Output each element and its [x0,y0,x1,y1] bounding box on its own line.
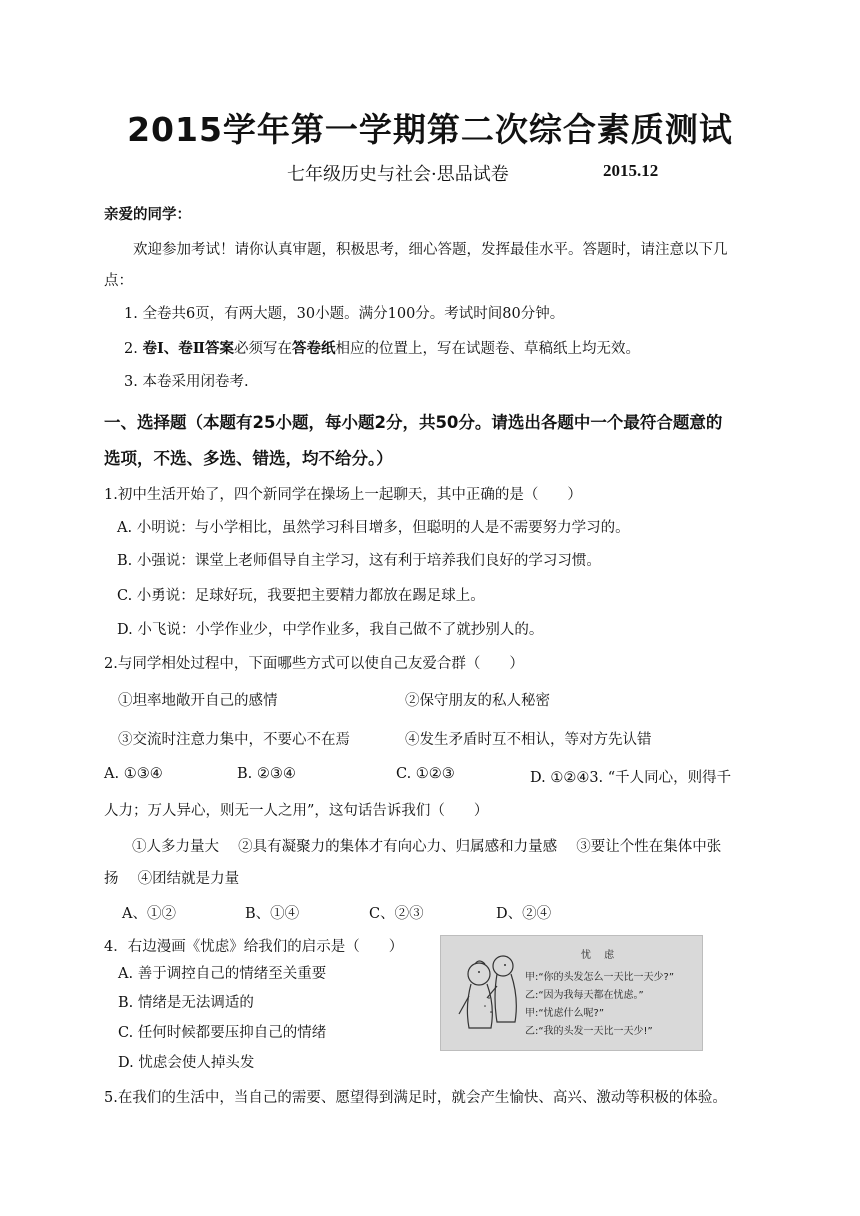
note-2-answer-scope: 卷Ⅰ、卷Ⅱ答案 [142,340,234,357]
cartoon-dialogue-4: 乙:“我的头发一天比一天少!” [525,1026,653,1037]
question-1-option-c: C. 小勇说：足球好玩，我要把主要精力都放在踢足球上。 [117,588,485,604]
question-1-option-a: A. 小明说：与小学相比，虽然学习科目增多，但聪明的人是不需要努力学习的。 [117,520,630,536]
question-2-stem: 2.与同学相处过程中，下面哪些方式可以使自己友爱合群（ ） [104,656,524,672]
intro-line-2: 点： [104,273,133,289]
page-title: 2015学年第一学期第二次综合素质测试 [127,110,733,149]
note-2-text-mid: 必须写在 [233,341,292,357]
cartoon-dialogue-2: 乙:“因为我每天都在忧虑。” [525,990,644,1001]
question-3-option-c: C、②③ [369,906,424,922]
question-3-statements-line-2: 扬 ④团结就是力量 [104,871,240,887]
question-4-stem: 4．右边漫画《忧虑》给我们的启示是（ ） [104,939,404,955]
note-2-text-tail: 相应的位置上，写在试题卷、草稿纸上均无效。 [335,341,640,357]
section-heading-line-2: 选项，不选、多选、错选，均不给分。） [104,449,393,468]
note-3: 3. 本卷采用闭卷考. [124,374,249,390]
question-3-stem: 人力；万人异心，则无一人之用”，这句话告诉我们（ ） [104,803,489,819]
question-1-stem: 1.初中生活开始了，四个新同学在操场上一起聊天，其中正确的是（ ） [104,487,582,503]
section-heading-line-1: 一、选择题（本题有25小题，每小题2分，共50分。请选出各题中一个最符合题意的 [104,413,723,432]
note-2 [124,337,640,358]
question-2-option-a: A. ①③④ [104,766,163,782]
question-4-option-b: B. 情绪是无法调适的 [118,995,254,1011]
question-3-option-d: D、②④ [496,906,552,922]
note-2-answer-sheet: 答卷纸 [291,340,336,357]
question-2-option-c: C. ①②③ [396,766,455,782]
question-4-option-d: D. 忧虑会使人掉头发 [118,1055,255,1071]
question-2-option-d: D. ①②④3. “千人同心，则得千 [530,770,732,786]
question-2-statement-3: ③交流时注意力集中，不要心不在焉 [118,732,350,748]
intro-line-1: 欢迎参加考试！请你认真审题，积极思考，细心答题，发挥最佳水平。答题时，请注意以下几 [133,242,728,258]
question-2-option-b: B. ②③④ [237,766,296,782]
question-5-stem: 5.在我们的生活中，当自己的需要、愿望得到满足时，就会产生愉快、高兴、激动等积极的体验。 [104,1090,727,1106]
question-3-statements-line-1: ①人多力量大 ②具有凝聚力的集体才有向心力、归属感和力量感 ③要让个性在集体中张 [132,839,722,855]
exam-date: 2015.12 [603,161,659,180]
cartoon-title: 忧 虑 [581,950,615,961]
question-2-statement-1: ①坦率地敞开自己的感情 [118,693,278,709]
worry-cartoon [440,935,703,1051]
question-2-statement-4: ④发生矛盾时互不相认，等对方先认错 [405,732,652,748]
question-3-option-a: A、①② [122,906,176,922]
greeting: 亲爱的同学： [104,206,191,223]
question-2-statement-2: ②保守朋友的私人秘密 [405,693,550,709]
question-1-option-b: B. 小强说：课堂上老师倡导自主学习，这有利于培养我们良好的学习习惯。 [117,553,601,569]
note-1: 1. 全卷共6页，有两大题，30小题。满分100分。考试时间80分钟。 [124,306,565,322]
question-4-option-a: A. 善于调控自己的情绪至关重要 [118,966,327,982]
cartoon-dialogue-1: 甲:“你的头发怎么一天比一天少?” [525,972,675,983]
cartoon-dialogue-3: 甲:“忧虑什么呢?” [525,1008,605,1019]
note-2-number: 2. [124,341,143,357]
question-1-option-d: D. 小飞说：小学作业少，中学作业多，我自己做不了就抄别人的。 [117,622,544,638]
question-4-option-c: C. 任何时候都要压抑自己的情绪 [118,1025,327,1041]
question-3-option-b: B、①④ [245,906,300,922]
exam-subtitle: 七年级历史与社会·思品试卷 [287,164,509,185]
